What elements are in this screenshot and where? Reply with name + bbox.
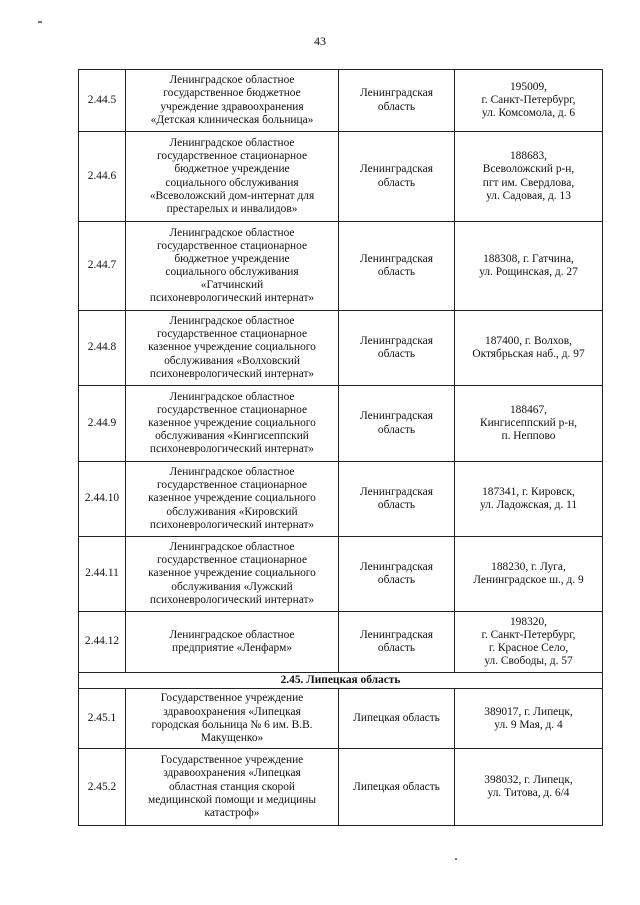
organization-name: Ленинградское областное государственное стационарное казенное учреждение социального обслуживания «Кировский психоневрологический интернат» [126,462,339,537]
region: Ленинградская область [339,311,455,386]
row-number: 2.44.10 [79,462,126,537]
table-row [79,612,603,673]
address: 188683, Всеволожский р-н, пгт им. Свердлова, ул. Садовая, д. 13 [455,132,603,222]
row-number: 2.45.2 [79,749,126,826]
region: Ленинградская область [339,462,455,537]
row-number: 2.44.11 [79,537,126,612]
address: 198320, г. Санкт-Петербург, г. Красное Село, ул. Свободы, д. 57 [455,612,603,673]
region: Ленинградская область [339,537,455,612]
row-number: 2.44.8 [79,311,126,386]
organization-name: Ленинградское областное государственное стационарное бюджетное учреждение социального обслуживания «Гатчинский психоневрологический интернат» [126,222,339,311]
address: 188308, г. Гатчина, ул. Рощинская, д. 27 [455,222,603,311]
region: Ленинградская область [339,386,455,462]
address: 188230, г. Луга, Ленинградское ш., д. 9 [455,537,603,612]
scan-speck [38,21,42,23]
address: 389017, г. Липецк, ул. 9 Мая, д. 4 [455,689,603,749]
address: 398032, г. Липецк, ул. Титова, д. 6/4 [455,749,603,826]
row-number: 2.44.12 [79,612,126,673]
region: Ленинградская область [339,612,455,673]
address: 188467, Кингисеппский р-н, п. Неппово [455,386,603,462]
organization-name: Ленинградское областное государственное стационарное казенное учреждение социального обслуживания «Лужский психоневрологический интернат» [126,537,339,612]
section-row [79,673,603,689]
organization-name: Ленинградское областное государственное стационарное бюджетное учреждение социального обслуживания «Всеволожский дом-интернат для престарелых и инвалидов» [126,132,339,222]
address: 187341, г. Кировск, ул. Ладожская, д. 11 [455,462,603,537]
table-row [79,70,603,132]
organization-name: Ленинградское областное предприятие «Ленфарм» [126,612,339,673]
table-row [79,132,603,222]
region: Липецкая область [339,749,455,826]
organization-name: Ленинградское областное государственное бюджетное учреждение здравоохранения «Детская клиническая больница» [126,70,339,132]
table-row [79,462,603,537]
organization-name: Ленинградское областное государственное стационарное казенное учреждение социального обслуживания «Кингисеппский психоневрологический интернат» [126,386,339,462]
table-row [79,311,603,386]
page-number: 43 [314,34,326,48]
region: Ленинградская область [339,70,455,132]
organization-name: Ленинградское областное государственное стационарное казенное учреждение социального обслуживания «Волховский психоневрологический интернат» [126,311,339,386]
row-number: 2.44.9 [79,386,126,462]
table-row [79,749,603,826]
address: 187400, г. Волхов, Октябрьская наб., д. 97 [455,311,603,386]
region: Ленинградская область [339,132,455,222]
address: 195009, г. Санкт-Петербург, ул. Комсомола, д. 6 [455,70,603,132]
row-number: 2.44.6 [79,132,126,222]
table-row [79,222,603,311]
organization-name: Государственное учреждение здравоохранения «Липецкая городская больница № 6 им. В.В. Макущенко» [126,689,339,749]
registry-table [78,69,603,826]
table-row [79,386,603,462]
scan-speck [455,858,457,860]
region: Ленинградская область [339,222,455,311]
organization-name: Государственное учреждение здравоохранения «Липецкая областная станция скорой медицинской помощи и медицины катастроф» [126,749,339,826]
section-heading: 2.45. Липецкая область [79,673,603,689]
row-number: 2.45.1 [79,689,126,749]
table-row [79,537,603,612]
region: Липецкая область [339,689,455,749]
table-row [79,689,603,749]
row-number: 2.44.7 [79,222,126,311]
row-number: 2.44.5 [79,70,126,132]
